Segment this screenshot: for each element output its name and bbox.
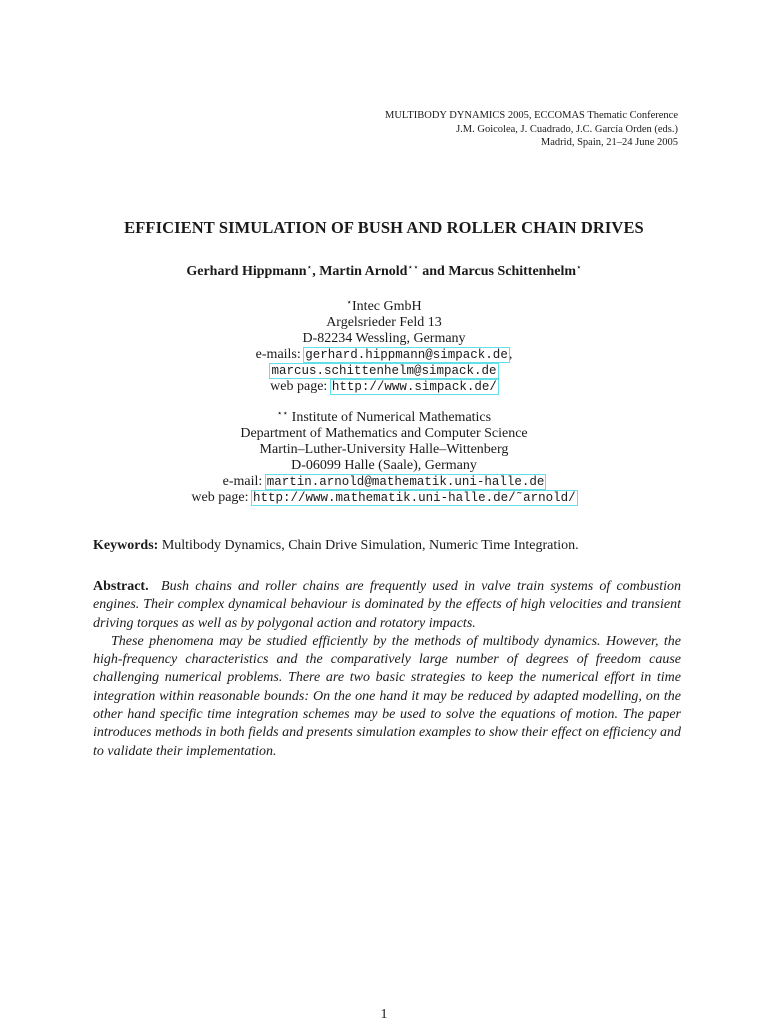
- email-link[interactable]: martin.arnold@mathematik.uni-halle.de: [266, 475, 545, 489]
- email-link[interactable]: gerhard.hippmann@simpack.de: [305, 348, 508, 362]
- author-affiliation-mark: ⋆⋆: [407, 262, 419, 272]
- abstract-paragraph: These phenomena may be studied efficiently by the methods of multibody dynamics. However, the high-frequency characteristics and the comparatively large number of degrees of freedom cause challenging numerical problems. There are two basic strategies to keep the numerical effort in time integration within reasonable bounds: On the one hand it may be reduced by adapted modelling, on the other hand specific time integration schemes may be used to solve the equations of motion. The paper introduces methods in both fields and presents simulation examples to show their effect on efficiency and to validate their implementation.: [93, 633, 681, 759]
- affiliation-block-1: [0, 294, 768, 395]
- email-link[interactable]: marcus.schittenhelm@simpack.de: [271, 364, 497, 378]
- affiliation-org-line: [0, 294, 768, 315]
- author-name: Marcus Schittenhelm: [448, 264, 577, 279]
- affiliation-institute-line: [0, 405, 768, 426]
- emails-label: e-mails:: [255, 347, 305, 362]
- affiliation-university: Martin–Luther-University Halle–Wittenberg: [259, 442, 509, 457]
- web-link[interactable]: http://www.mathematik.uni-halle.de/˜arnold/: [253, 491, 576, 505]
- affiliation-city: D-82234 Wessling, Germany: [302, 331, 466, 346]
- affiliation-city: D-06099 Halle (Saale), Germany: [291, 458, 477, 473]
- author-separator: and: [418, 264, 449, 279]
- abstract-text: Bush chains and roller chains are frequently used in valve train systems of combustion engines. Their complex dynamical behaviour is dominated by the effects of high velocities and transient driving torques as well as by polygonal action and rotatory impacts.: [93, 579, 681, 631]
- affiliation-web-line: [0, 379, 768, 395]
- abstract-label: Abstract.: [93, 579, 149, 594]
- paper-title: EFFICIENT SIMULATION OF BUSH AND ROLLER CHAIN DRIVES: [124, 218, 644, 237]
- affiliation-mark: ⋆⋆: [276, 408, 289, 418]
- affiliation-org: Intec GmbH: [352, 299, 422, 314]
- email-separator: ,: [508, 347, 513, 362]
- conference-header: [385, 109, 678, 150]
- abstract-section: [93, 578, 681, 761]
- author-affiliation-mark: ⋆: [306, 262, 313, 272]
- affiliation-web-line: [0, 490, 768, 506]
- affiliation-institute: Institute of Numerical Mathematics: [288, 410, 492, 425]
- author-list: [0, 262, 768, 280]
- affiliation-mark: ⋆: [346, 297, 353, 307]
- page-number: 1: [380, 1007, 388, 1022]
- web-link[interactable]: http://www.simpack.de/: [331, 380, 497, 394]
- affiliation-department: Department of Mathematics and Computer Science: [240, 426, 528, 441]
- keywords-section: [93, 537, 683, 555]
- keywords-label: Keywords:: [93, 538, 159, 553]
- web-label: web page:: [191, 490, 253, 505]
- conference-line-3: Madrid, Spain, 21–24 June 2005: [540, 137, 678, 148]
- web-label: web page:: [270, 379, 331, 394]
- author-name: Gerhard Hippmann: [186, 264, 307, 279]
- affiliation-emails-line: [0, 347, 768, 363]
- abstract-paragraph: [93, 578, 681, 633]
- affiliation-email-line: [0, 474, 768, 490]
- affiliation-block-2: [0, 405, 768, 506]
- keywords-text: Multibody Dynamics, Chain Drive Simulation, Numeric Time Integration.: [158, 538, 579, 553]
- author-name: Martin Arnold: [319, 264, 408, 279]
- conference-line-2: J.M. Goicolea, J. Cuadrado, J.C. García Orden (eds.): [456, 123, 678, 135]
- affiliation-street: Argelsrieder Feld 13: [326, 315, 442, 330]
- affiliation-emails-line-2: [0, 363, 768, 379]
- author-affiliation-mark: ⋆: [576, 262, 582, 272]
- email-label: e-mail:: [222, 474, 266, 489]
- author-separator: ,: [312, 264, 320, 279]
- conference-line-1: MULTIBODY DYNAMICS 2005, ECCOMAS Thematic Conference: [384, 110, 678, 121]
